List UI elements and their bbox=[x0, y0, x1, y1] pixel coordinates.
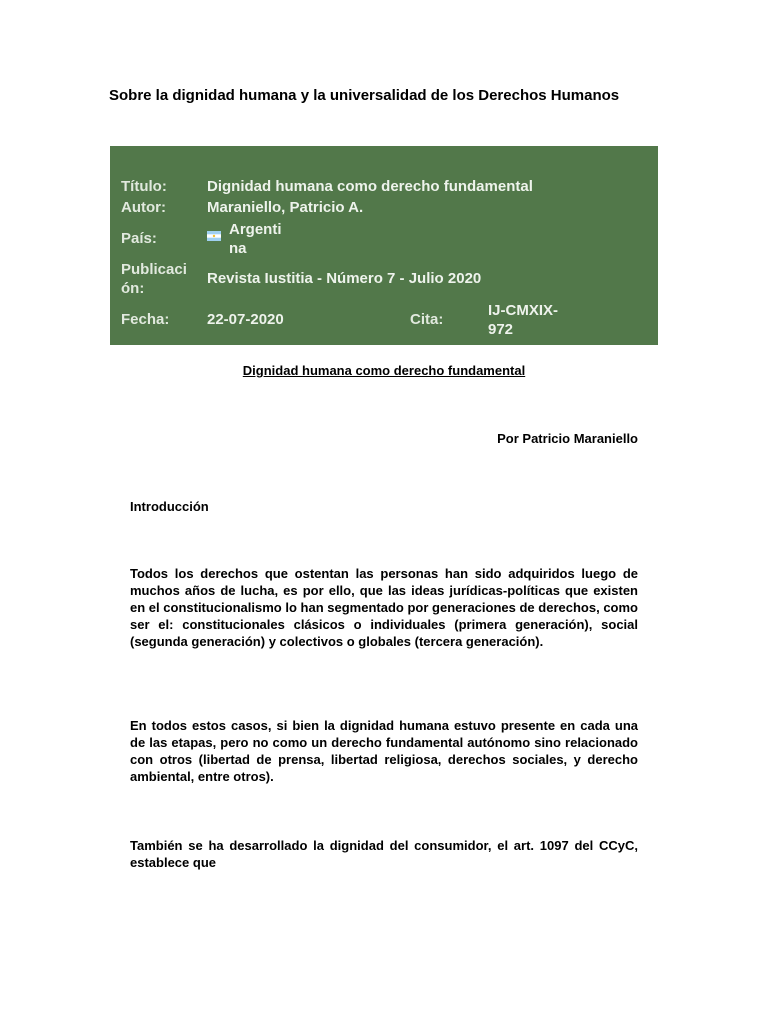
document-heading bbox=[0, 362, 768, 380]
publicacion-label-line2: ón: bbox=[121, 280, 145, 297]
document-heading-text: Dignidad humana como derecho fundamental bbox=[242, 363, 526, 378]
publicacion-label-line1: Publicaci bbox=[121, 261, 187, 278]
titulo-label: Título: bbox=[121, 178, 167, 195]
section-title-introduccion: Introducción bbox=[130, 499, 209, 514]
paragraph-3: También se ha desarrollado la dignidad del consumidor, el art. 1097 del CCyC, establece que bbox=[130, 838, 638, 870]
cita-label: Cita: bbox=[410, 311, 444, 328]
titulo-value: Dignidad humana como derecho fundamental bbox=[207, 178, 533, 195]
publicacion-value: Revista Iustitia - Número 7 - Julio 2020 bbox=[207, 270, 482, 287]
cita-value-line2: 972 bbox=[488, 321, 514, 338]
argentina-flag-icon bbox=[207, 231, 221, 241]
pais-value-line1: Argenti bbox=[229, 221, 282, 238]
paragraph-2: En todos estos casos, si bien la dignidad humana estuvo presente en cada una de las etapas, pero no como un derecho fundamental autónomo sino relacionado con otros (libertad de prensa, libertad religiosa, derechos sociales, y derecho ambiental, entre otros). bbox=[130, 718, 638, 784]
cita-value-line1: IJ-CMXIX- bbox=[488, 302, 559, 319]
pais-value-line2: na bbox=[229, 240, 247, 257]
page-title: Sobre la dignidad humana y la universalidad de los Derechos Humanos bbox=[109, 87, 620, 104]
fecha-label: Fecha: bbox=[121, 311, 170, 328]
fecha-value: 22-07-2020 bbox=[207, 311, 284, 328]
author-byline: Por Patricio Maraniello bbox=[497, 431, 638, 446]
autor-value: Maraniello, Patricio A. bbox=[207, 199, 364, 216]
article-info-box bbox=[110, 146, 658, 345]
pais-label: País: bbox=[121, 230, 157, 247]
autor-label: Autor: bbox=[121, 199, 166, 216]
paragraph-1: Todos los derechos que ostentan las personas han sido adquiridos luego de muchos años de lucha, es por ello, que las ideas jurídicas-políticas que existen en el constitucionalismo lo han segmentado por generaciones de derechos, como ser el: constitucionales clásicos o individuales (primera generación), social (segunda generación) y colectivos o globales (tercera generación). bbox=[130, 566, 638, 649]
